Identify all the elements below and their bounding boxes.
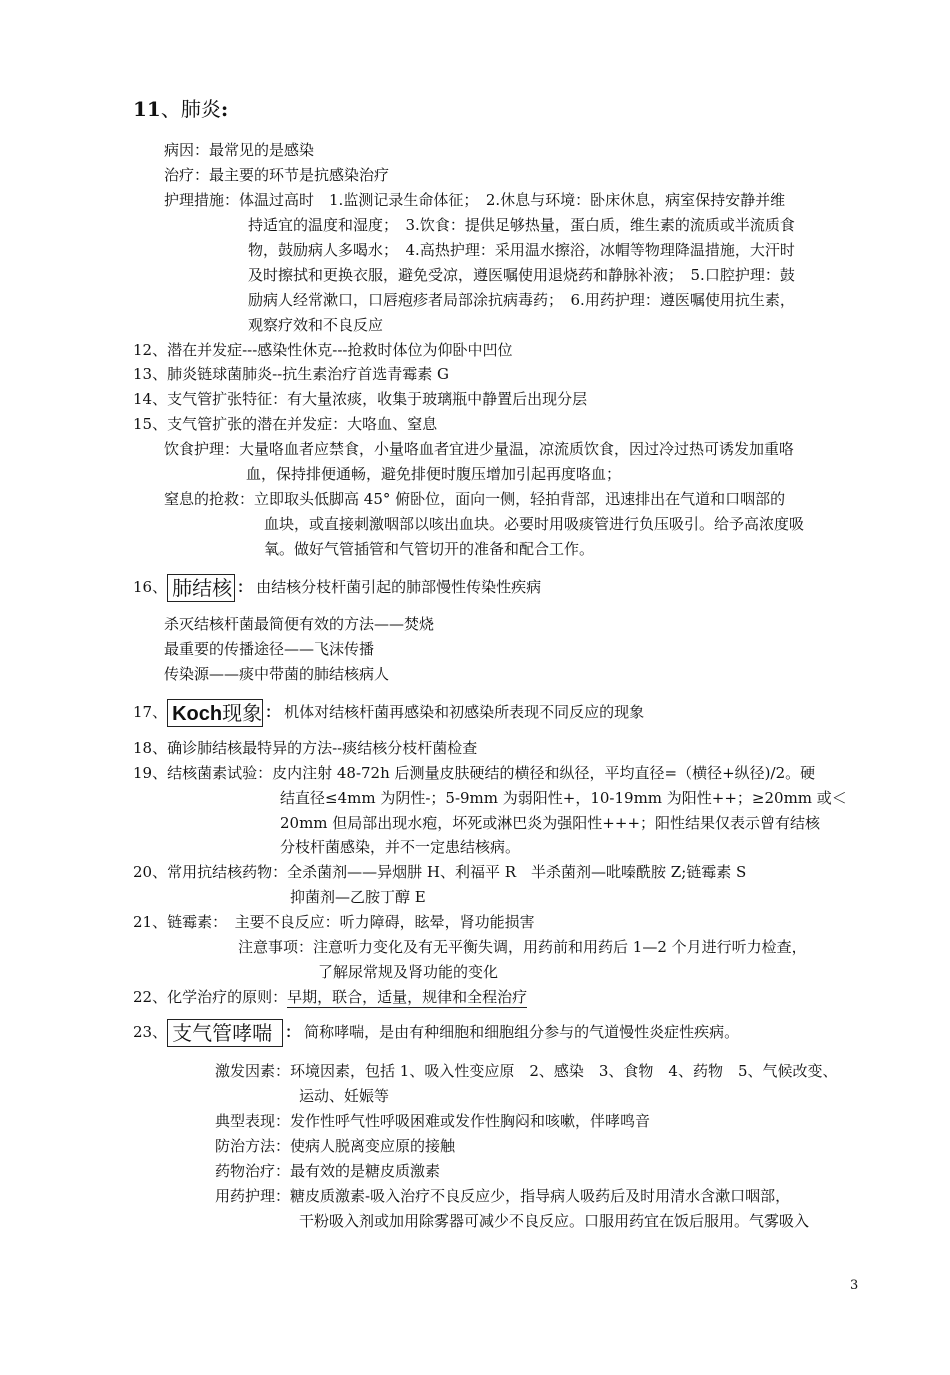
text-line: 励病人经常漱口，口唇疱疹者局部涂抗病毒药； 6.用药护理：遵医嘱使用抗生素，: [248, 291, 795, 309]
text-line: 用药护理：糖皮质激素-吸入治疗不良反应少，指导病人吸药后及时用清水含漱口咽部，: [215, 1187, 791, 1205]
text-line: 最重要的传播途径——飞沫传播: [164, 640, 375, 658]
text-line: 注意事项：注意听力变化及有无平衡失调，用药前和用药后 1—2 个月进行听力检查，: [238, 938, 807, 956]
section-heading: [133, 95, 228, 123]
underlined-principle: 早期，联合，适量，规律和全程治疗: [287, 988, 528, 1006]
text-line: 持适宜的温度和湿度； 3.饮食：提供足够热量，蛋白质，维生素的流质或半流质食: [248, 216, 795, 234]
text-line: 12、潜在并发症---感染性休克---抢救时体位为仰卧中凹位: [133, 341, 513, 359]
text-line: 了解尿常规及肾功能的变化: [318, 963, 499, 981]
item-16: 16、 肺结核 ： 由结核分枝杆菌引起的肺部慢性传染性疾病: [133, 576, 542, 600]
item-label: 22、化学治疗的原则：: [133, 988, 288, 1006]
text-line: 13、肺炎链球菌肺炎--抗生素治疗首选青霉素 G: [133, 365, 449, 383]
item-23: 23、 支气管哮喘 ： 简称哮喘，是由有种细胞和细胞组分参与的气道慢性炎症性疾病。: [133, 1021, 740, 1045]
heading-label: 肺炎: [180, 97, 221, 121]
page-number: 3: [850, 1278, 859, 1293]
text-line: 14、支气管扩张特征：有大量浓痰，收集于玻璃瓶中静置后出现分层: [133, 390, 588, 408]
text-line: 血，保持排便通畅，避免排便时腹压增加引起再度咯血；: [246, 465, 622, 483]
text-line: 21、链霉素： 主要不良反应：听力障碍，眩晕，肾功能损害: [133, 913, 535, 931]
text-line: 结直径≤4mm 为阴性-；5-9mm 为弱阳性+，10-19mm 为阳性++；≥20mm 或＜: [280, 789, 847, 807]
text-line: 运动、妊娠等: [299, 1087, 390, 1105]
boxed-term-cn: 现象: [222, 701, 263, 725]
item-17: 17、 Koch现象 ： 机体对结核杆菌再感染和初感染所表现不同反应的现象: [133, 701, 645, 725]
text-line: 典型表现：发作性呼气性呼吸困难或发作性胸闷和咳嗽，伴哮鸣音: [215, 1112, 651, 1130]
text-line: 激发因素：环境因素，包括 1、吸入性变应原 2、感染 3、食物 4、药物 5、气候改变、: [215, 1062, 838, 1080]
text-line: 药物治疗：最有效的是糖皮质激素: [215, 1162, 441, 1180]
heading-sep: 、: [160, 97, 181, 121]
text-line: 18、确诊肺结核最特异的方法--痰结核分枝杆菌检查: [133, 739, 478, 757]
text-line: 20、常用抗结核药物：全杀菌剂——异烟肼 H、利福平 R 半杀菌剂—吡嗪酰胺 Z;链霉素 S: [133, 863, 747, 881]
text-line: 窒息的抢救：立即取头低脚高 45° 俯卧位，面向一侧，轻拍背部，迅速排出在气道和口咽部的: [164, 490, 786, 508]
boxed-term-en: Koch: [172, 703, 223, 725]
text-line: 及时擦拭和更换衣服，避免受凉，遵医嘱使用退烧药和静脉补液； 5.口腔护理：鼓: [248, 266, 795, 284]
text-line: 护理措施：体温过高时 1.监测记录生命体征； 2.休息与环境：卧床休息，病室保持安静并维: [164, 191, 786, 209]
boxed-term: [167, 699, 263, 727]
text-line: 19、结核菌素试验：皮内注射 48-72h 后测量皮肤硬结的横径和纵径，平均直径=（横径+纵径)/2。硬: [133, 764, 816, 782]
item-definition: 机体对结核杆菌再感染和初感染所表现不同反应的现象: [284, 703, 645, 721]
boxed-term: 支气管哮喘: [167, 1019, 283, 1047]
text-line: 观察疗效和不良反应: [248, 316, 384, 334]
text-line: 15、支气管扩张的潜在并发症：大咯血、窒息: [133, 415, 438, 433]
item-number: 16、: [133, 578, 168, 596]
text-line: 分枝杆菌感染，并不一定患结核病。: [280, 838, 521, 856]
heading-number: 11: [133, 97, 161, 121]
heading-colon: :: [220, 97, 229, 121]
boxed-term: 肺结核: [167, 574, 235, 602]
item-number: 17、: [133, 703, 168, 721]
text-line: 杀灭结核杆菌最简便有效的方法——焚烧: [164, 615, 435, 633]
text-line: 20mm 但局部出现水疱，坏死或淋巴炎为强阳性+++；阳性结果仅表示曾有结核: [280, 814, 821, 832]
text-line: 血块，或直接刺激咽部以咳出血块。必要时用吸痰管进行负压吸引。给予高浓度吸: [264, 515, 805, 533]
text-line: 物，鼓励病人多喝水； 4.高热护理：采用温水擦浴，冰帽等物理降温措施，大汗时: [248, 241, 795, 259]
item-22: [133, 987, 527, 1007]
text-line: 抑菌剂—乙胺丁醇 E: [290, 888, 426, 906]
text-line: 干粉吸入剂或加用除雾器可减少不良反应。口服用药宜在饭后服用。气雾吸入: [299, 1212, 810, 1230]
text-line: 病因：最常见的是感染: [164, 141, 315, 159]
text-line: 治疗：最主要的环节是抗感染治疗: [164, 166, 390, 184]
text-line: 传染源——痰中带菌的肺结核病人: [164, 665, 390, 683]
item-number: 23、: [133, 1023, 168, 1041]
text-line: 氧。做好气管插管和气管切开的准备和配合工作。: [264, 540, 595, 558]
text-line: 饮食护理：大量咯血者应禁食，小量咯血者宜进少量温，凉流质饮食，因过冷过热可诱发加重咯: [164, 440, 795, 458]
item-definition: 简称哮喘，是由有种细胞和细胞组分参与的气道慢性炎症性疾病。: [304, 1023, 740, 1041]
text-line: 防治方法：使病人脱离变应原的接触: [215, 1137, 456, 1155]
item-definition: 由结核分枝杆菌引起的肺部慢性传染性疾病: [256, 578, 542, 596]
